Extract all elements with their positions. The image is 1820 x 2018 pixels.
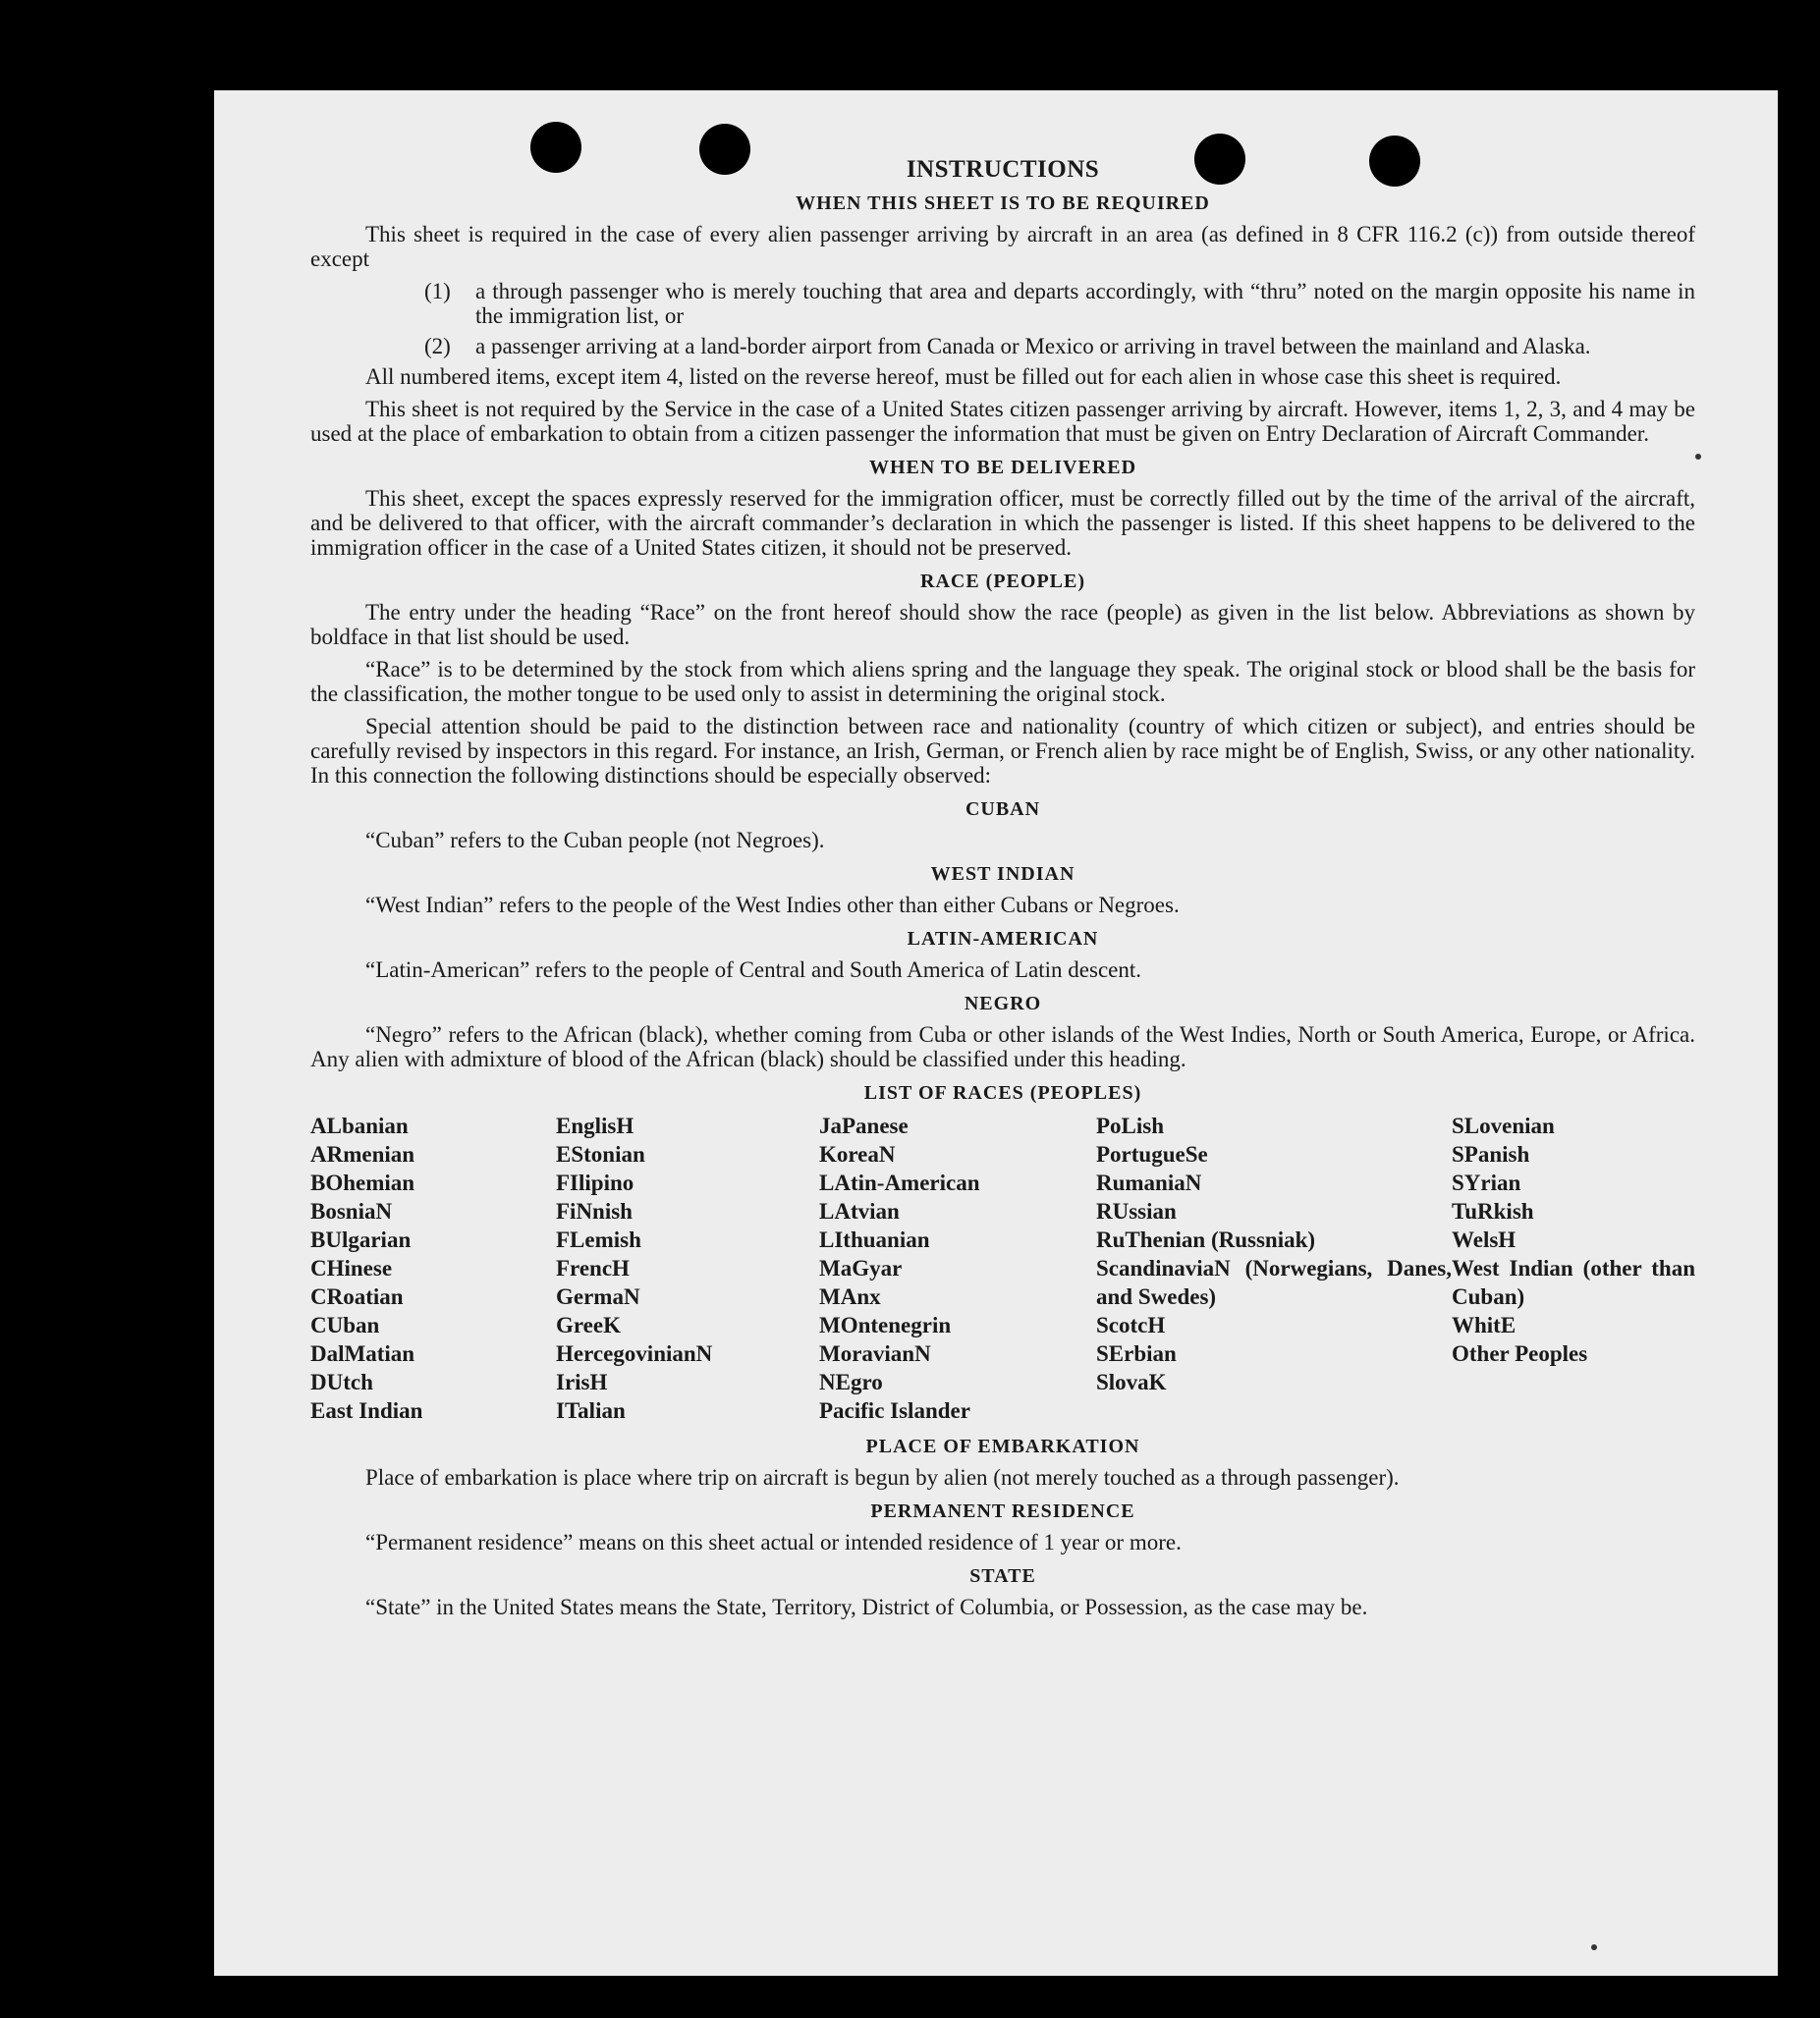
- race-entry: MOntenegrin: [819, 1313, 952, 1337]
- race-entry: RUssian: [1096, 1199, 1177, 1224]
- heading-state: STATE: [969, 1565, 1036, 1587]
- item-text: a through passenger who is merely touching that area and departs accordingly, with “thru” noted on the margin opposite his name in the immigration list, or: [475, 279, 1695, 328]
- race-entry: ScotcH: [1096, 1313, 1166, 1337]
- race-entry: Other Peoples: [1452, 1341, 1588, 1366]
- document-page: [214, 90, 1778, 1976]
- item-number: (2): [424, 334, 451, 358]
- race-entry: GermaN: [556, 1284, 640, 1309]
- speck: [1591, 1944, 1597, 1950]
- item-number: (1): [424, 279, 451, 303]
- residence-definition: “Permanent residence” means on this sheet actual or intended residence of 1 year or more.: [365, 1530, 1182, 1554]
- race-entry: ScandinaviaN (Norwegians, Danes, and Swedes): [1096, 1256, 1452, 1309]
- race-entry: SLovenian: [1452, 1114, 1555, 1138]
- races-column: [556, 1112, 819, 1425]
- heading-list-of-races: LIST OF RACES (PEOPLES): [863, 1082, 1142, 1104]
- latin-american-definition: “Latin-American” refers to the people of Central and South America of Latin descent.: [365, 957, 1141, 982]
- race-entry: DalMatian: [310, 1341, 415, 1366]
- races-column: [819, 1112, 1096, 1425]
- race-entry: BUlgarian: [310, 1227, 412, 1252]
- race-entry: JaPanese: [819, 1114, 909, 1138]
- races-list: [310, 1112, 1695, 1425]
- race-entry: WhitE: [1452, 1313, 1517, 1337]
- west-indian-definition: “West Indian” refers to the people of the West Indies other than either Cubans or Negroes.: [365, 893, 1180, 917]
- cuban-definition: “Cuban” refers to the Cuban people (not Negroes).: [365, 828, 825, 852]
- race-entry: MaGyar: [819, 1256, 903, 1281]
- page-title: INSTRUCTIONS: [906, 156, 1100, 183]
- race-entry: CUban: [310, 1313, 380, 1337]
- race-entry: IrisH: [556, 1370, 608, 1394]
- race-entry: West Indian (other than Cuban): [1452, 1256, 1695, 1309]
- race-entry: PoLish: [1096, 1114, 1165, 1138]
- intro-paragraph: This sheet is required in the case of every alien passenger arriving by aircraft in an area (as defined in 8 CFR 116.2 (c)) from outside thereof except: [310, 222, 1695, 271]
- race-entry: NEgro: [819, 1370, 883, 1394]
- item-text: a passenger arriving at a land-border airport from Canada or Mexico or arriving in travel between the mainland and Alaska.: [475, 334, 1591, 358]
- exception-item-1: [424, 279, 1695, 328]
- race-entry: CHinese: [310, 1256, 393, 1281]
- heading-west-indian: WEST INDIAN: [930, 863, 1075, 885]
- race-entry: FLemish: [556, 1227, 641, 1252]
- race-entry: SYrian: [1452, 1171, 1521, 1195]
- embarkation-definition: Place of embarkation is place where trip on aircraft is begun by alien (not merely touched as a through passenger).: [365, 1465, 1400, 1490]
- race-entry: EnglisH: [556, 1114, 634, 1138]
- citizen-paragraph: This sheet is not required by the Service in the case of a United States citizen passenger arriving by aircraft. However, items 1, 2, 3, and 4 may be used at the place of embarkation to obtain from a citizen passenger the information that must be given on Entry Declaration of Aircraft Commander.: [310, 397, 1695, 446]
- numbered-items-paragraph: All numbered items, except item 4, listed on the reverse hereof, must be filled out for each alien in whose case this sheet is required.: [365, 364, 1562, 389]
- race-entry: CRoatian: [310, 1284, 404, 1309]
- race-entry: KoreaN: [819, 1142, 896, 1167]
- race-entry: FiNnish: [556, 1199, 633, 1224]
- race-entry: TuRkish: [1452, 1199, 1534, 1224]
- race-entry: LIthuanian: [819, 1227, 930, 1252]
- race-entry: LAtin-American: [819, 1171, 980, 1195]
- races-column: [1096, 1112, 1452, 1425]
- race-entry: BOhemian: [310, 1171, 415, 1195]
- heading-when-delivered: WHEN TO BE DELIVERED: [868, 457, 1137, 478]
- race-entry: RumaniaN: [1096, 1171, 1202, 1195]
- race-entry: East Indian: [310, 1398, 423, 1423]
- race-entry: GreeK: [556, 1313, 621, 1337]
- races-column: [310, 1112, 556, 1425]
- exception-item-2: [424, 334, 1695, 358]
- heading-residence: PERMANENT RESIDENCE: [870, 1500, 1135, 1522]
- race-entry: HercegovinianN: [556, 1341, 713, 1366]
- race-entry: ITalian: [556, 1398, 626, 1423]
- race-entry: LAtvian: [819, 1199, 900, 1224]
- speck: [1695, 454, 1701, 460]
- race-entry: MAnx: [819, 1284, 881, 1309]
- race-entry: PortugueSe: [1096, 1142, 1208, 1167]
- race-entry: SlovaK: [1096, 1370, 1167, 1394]
- race-entry: FrencH: [556, 1256, 630, 1281]
- race-entry: SErbian: [1096, 1341, 1177, 1366]
- race-entry: RuThenian (Russniak): [1096, 1227, 1316, 1252]
- race-paragraph-3: Special attention should be paid to the distinction between race and nationality (country of which citizen or subject), and entries should be carefully revised by inspectors in this regard. For instance, an Irish, German, or French alien by race might be of English, Swiss, or any other nationality. In this connection the following distinctions should be especially observed:: [310, 714, 1695, 788]
- race-entry: MoravianN: [819, 1341, 931, 1366]
- race-entry: WelsH: [1452, 1227, 1517, 1252]
- race-entry: FIlipino: [556, 1171, 634, 1195]
- races-column: [1452, 1112, 1695, 1425]
- race-entry: EStonian: [556, 1142, 645, 1167]
- race-entry: ARmenian: [310, 1142, 415, 1167]
- negro-definition: “Negro” refers to the African (black), whether coming from Cuba or other islands of the West Indies, North or South America, Europe, or Africa. Any alien with admixture of blood of the African (black) should be classified under this heading.: [310, 1022, 1695, 1071]
- race-entry: ALbanian: [310, 1114, 409, 1138]
- state-definition: “State” in the United States means the State, Territory, District of Columbia, or Possession, as the case may be.: [365, 1595, 1368, 1619]
- delivered-paragraph: This sheet, except the spaces expressly reserved for the immigration officer, must be correctly filled out by the time of the arrival of the aircraft, and be delivered to that officer, with the aircraft commander’s declaration in which the passenger is listed. If this sheet happens to be delivered to the immigration officer in the case of a United States citizen, it should not be preserved.: [310, 486, 1695, 560]
- heading-when-required: WHEN THIS SHEET IS TO BE REQUIRED: [796, 192, 1210, 214]
- race-paragraph-1: The entry under the heading “Race” on the front hereof should show the race (people) as given in the list below. Abbreviations as shown by boldface in that list should be used.: [310, 600, 1695, 649]
- instructions-body: [310, 157, 1695, 1627]
- heading-negro: NEGRO: [964, 993, 1042, 1014]
- race-entry: DUtch: [310, 1370, 373, 1394]
- heading-race: RACE (PEOPLE): [920, 571, 1085, 592]
- race-entry: SPanish: [1452, 1142, 1530, 1167]
- race-entry: BosniaN: [310, 1199, 393, 1224]
- race-entry: Pacific Islander: [819, 1398, 970, 1423]
- heading-cuban: CUBAN: [965, 798, 1041, 820]
- heading-latin-american: LATIN-AMERICAN: [907, 928, 1099, 950]
- heading-embarkation: PLACE OF EMBARKATION: [865, 1436, 1140, 1457]
- race-paragraph-2: “Race” is to be determined by the stock from which aliens spring and the language they speak. The original stock or blood shall be the basis for the classification, the mother tongue to be used only to assist in determining the original stock.: [310, 657, 1695, 706]
